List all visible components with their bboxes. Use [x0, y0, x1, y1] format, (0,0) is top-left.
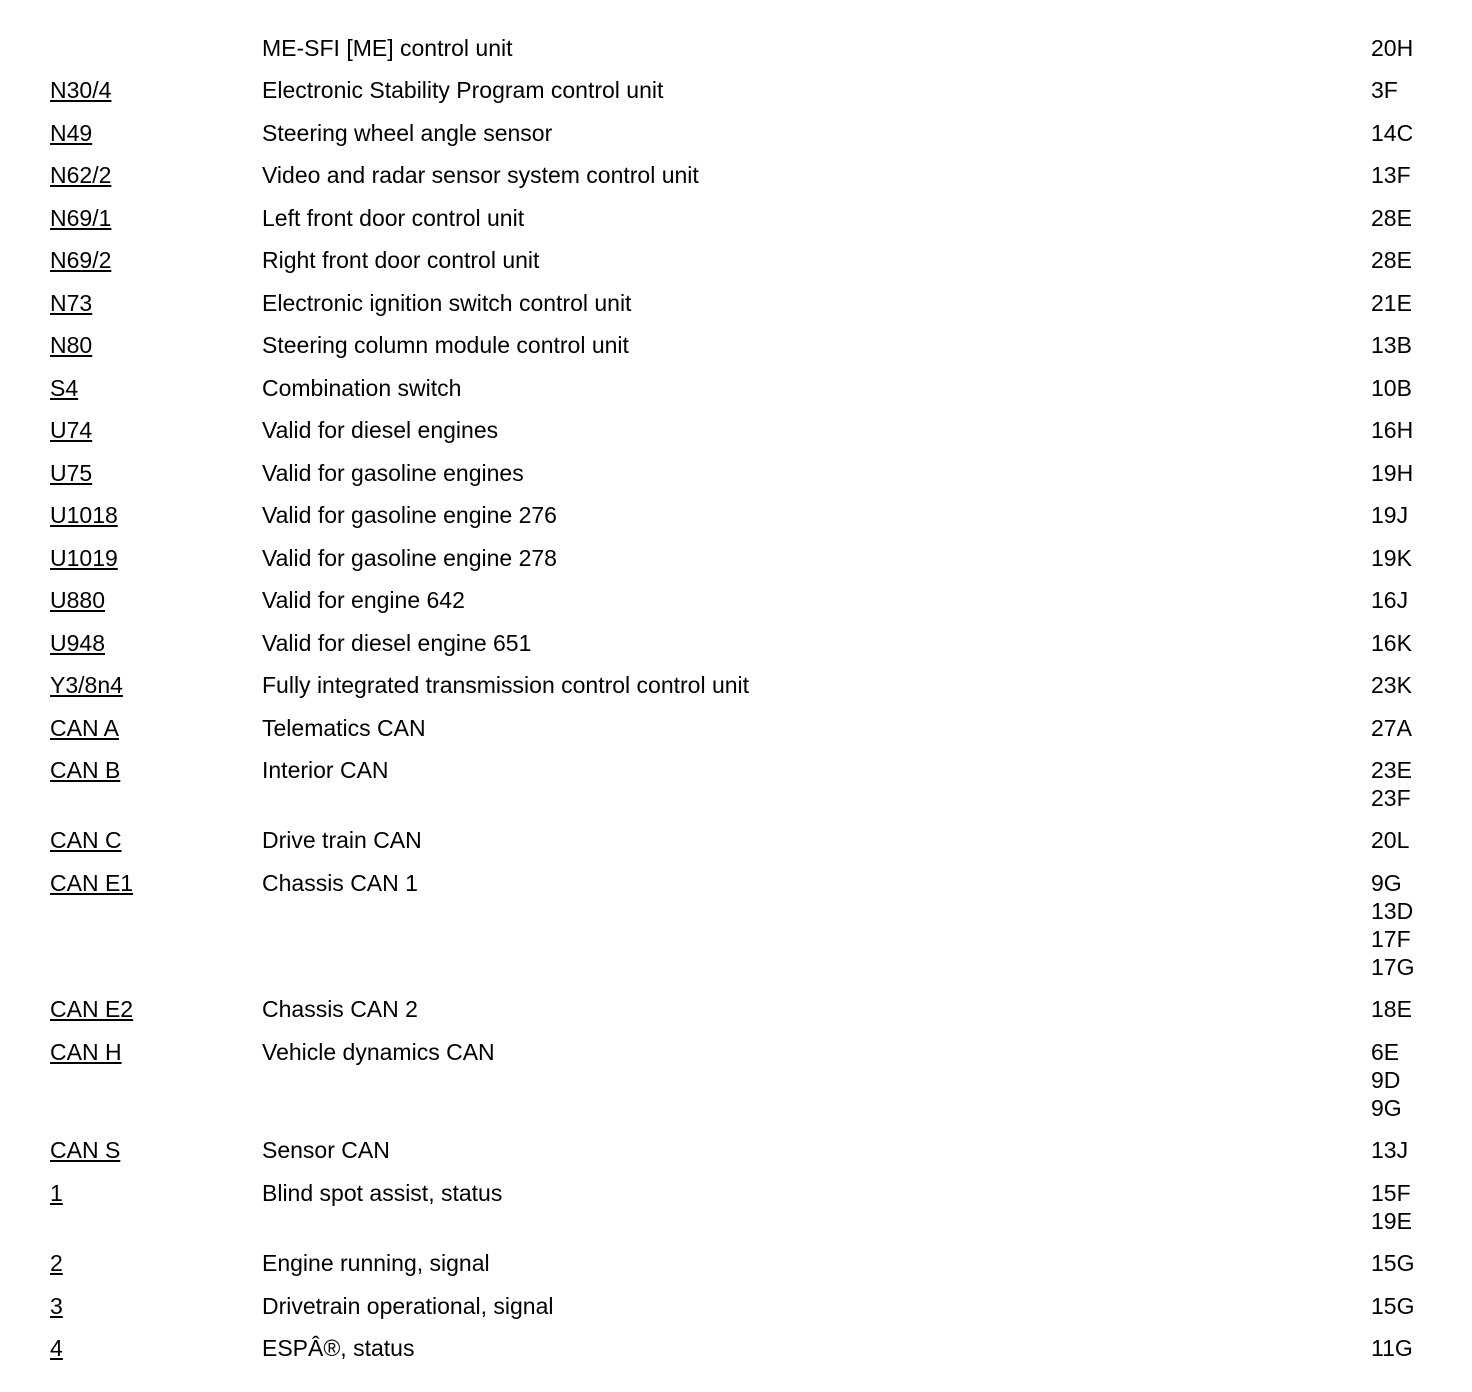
component-code-link[interactable]: CAN A — [50, 715, 120, 741]
grid-reference: 9G — [1371, 1095, 1402, 1121]
grid-reference: 16J — [1371, 587, 1409, 613]
grid-reference: 27A — [1371, 715, 1412, 741]
grid-reference: 11G — [1371, 1335, 1413, 1361]
grid-reference: 21E — [1371, 290, 1412, 316]
grid-reference: 23K — [1371, 672, 1412, 698]
grid-reference: 6E — [1371, 1039, 1400, 1065]
grid-reference-list — [1371, 34, 1413, 62]
component-code-link[interactable]: Y3/8n4 — [50, 672, 123, 698]
grid-reference-list — [1371, 671, 1412, 699]
component-code-link[interactable]: U948 — [50, 630, 105, 656]
component-code-link[interactable]: CAN C — [50, 827, 122, 853]
component-description: Fully integrated transmission control control unit — [262, 672, 750, 698]
component-description: Valid for gasoline engines — [262, 460, 524, 486]
grid-reference-list — [1371, 289, 1412, 317]
grid-reference: 19J — [1371, 502, 1409, 528]
grid-reference-list — [1371, 1292, 1414, 1320]
grid-reference: 14C — [1371, 120, 1414, 146]
component-code-link[interactable]: U1019 — [50, 545, 118, 571]
grid-reference-list — [1371, 416, 1413, 444]
component-description: Drivetrain operational, signal — [262, 1293, 554, 1319]
grid-reference: 16K — [1371, 630, 1412, 656]
component-description: Video and radar sensor system control unit — [262, 162, 699, 188]
grid-reference: 19H — [1371, 460, 1414, 486]
component-code-link[interactable]: N49 — [50, 120, 93, 146]
grid-reference-list — [1371, 756, 1412, 812]
grid-reference-list — [1371, 331, 1412, 359]
grid-reference-list — [1371, 374, 1412, 402]
grid-reference: 10B — [1371, 375, 1412, 401]
grid-reference: 20H — [1371, 35, 1414, 61]
grid-reference: 28E — [1371, 205, 1412, 231]
grid-reference: 15F — [1371, 1180, 1411, 1206]
component-description: Vehicle dynamics CAN — [262, 1039, 495, 1065]
grid-reference: 17G — [1371, 954, 1415, 980]
grid-reference-list — [1371, 246, 1412, 274]
component-description: Valid for gasoline engine 276 — [262, 502, 557, 528]
component-description: Right front door control unit — [262, 247, 540, 273]
component-description: Electronic Stability Program control unit — [262, 77, 664, 103]
grid-reference: 18E — [1371, 996, 1412, 1022]
component-code-link[interactable]: U75 — [50, 460, 93, 486]
component-description: Chassis CAN 2 — [262, 996, 418, 1022]
component-code-link[interactable]: N62/2 — [50, 162, 112, 188]
grid-reference-list — [1371, 1249, 1414, 1277]
grid-reference: 23F — [1371, 785, 1411, 811]
component-description: Blind spot assist, status — [262, 1180, 503, 1206]
component-code-link[interactable]: N69/1 — [50, 205, 112, 231]
grid-reference: 9D — [1371, 1067, 1401, 1093]
component-code-link[interactable]: U880 — [50, 587, 105, 613]
component-description: Valid for engine 642 — [262, 587, 465, 613]
grid-reference-list — [1371, 826, 1409, 854]
component-code-link[interactable]: U1018 — [50, 502, 118, 528]
component-code-link[interactable]: S4 — [50, 375, 79, 401]
component-description: Combination switch — [262, 375, 462, 401]
grid-reference: 13D — [1371, 898, 1414, 924]
component-description: Steering column module control unit — [262, 332, 629, 358]
component-description: ESPÂ®, status — [262, 1335, 415, 1361]
grid-reference-list — [1371, 586, 1408, 614]
component-description: Sensor CAN — [262, 1137, 390, 1163]
grid-reference-list — [1371, 995, 1412, 1023]
grid-reference-list — [1371, 629, 1412, 657]
grid-reference: 28E — [1371, 247, 1412, 273]
grid-reference-list — [1371, 1334, 1413, 1362]
component-description: Steering wheel angle sensor — [262, 120, 553, 146]
grid-reference-list — [1371, 204, 1412, 232]
component-code-link[interactable]: N69/2 — [50, 247, 112, 273]
grid-reference: 13F — [1371, 162, 1411, 188]
grid-reference: 23E — [1371, 757, 1412, 783]
grid-reference-list — [1371, 119, 1413, 147]
grid-reference-list — [1371, 1179, 1412, 1235]
component-description: Chassis CAN 1 — [262, 870, 418, 896]
component-code-link[interactable]: 2 — [50, 1250, 63, 1276]
component-description: Electronic ignition switch control unit — [262, 290, 632, 316]
component-description: ME-SFI [ME] control unit — [262, 35, 513, 61]
component-description: Valid for diesel engine 651 — [262, 630, 532, 656]
grid-reference: 20L — [1371, 827, 1410, 853]
grid-reference: 19E — [1371, 1208, 1412, 1234]
component-code-link[interactable]: N73 — [50, 290, 93, 316]
grid-reference-list — [1371, 714, 1412, 742]
grid-reference-list — [1371, 161, 1411, 189]
grid-reference-list — [1371, 544, 1412, 572]
grid-reference-list — [1371, 76, 1398, 104]
grid-reference: 9G — [1371, 870, 1402, 896]
component-code-link[interactable]: CAN E1 — [50, 870, 134, 896]
component-code-link[interactable]: CAN E2 — [50, 996, 134, 1022]
component-description: Interior CAN — [262, 757, 389, 783]
component-code-link[interactable]: N30/4 — [50, 77, 112, 103]
grid-reference: 15G — [1371, 1250, 1415, 1276]
grid-reference-list — [1371, 501, 1408, 529]
component-code-link[interactable]: N80 — [50, 332, 93, 358]
component-description: Drive train CAN — [262, 827, 422, 853]
component-description: Valid for gasoline engine 278 — [262, 545, 557, 571]
grid-reference: 3F — [1371, 77, 1398, 103]
component-description: Valid for diesel engines — [262, 417, 499, 443]
component-code-link[interactable]: CAN H — [50, 1039, 122, 1065]
grid-reference-list — [1371, 869, 1414, 981]
grid-reference-list — [1371, 1038, 1402, 1122]
component-description: Engine running, signal — [262, 1250, 490, 1276]
component-code-link[interactable]: CAN S — [50, 1137, 121, 1163]
grid-reference: 15G — [1371, 1293, 1415, 1319]
component-description: Left front door control unit — [262, 205, 525, 231]
grid-reference: 13J — [1371, 1137, 1409, 1163]
grid-reference: 13B — [1371, 332, 1412, 358]
component-code-link[interactable]: 3 — [50, 1293, 63, 1319]
grid-reference: 16H — [1371, 417, 1414, 443]
grid-reference-list — [1371, 1136, 1408, 1164]
component-code-link[interactable]: 4 — [50, 1335, 63, 1361]
component-code-link[interactable]: U74 — [50, 417, 93, 443]
component-code-link[interactable]: CAN B — [50, 757, 121, 783]
grid-reference-list — [1371, 459, 1413, 487]
component-code-link[interactable]: 1 — [50, 1180, 63, 1206]
grid-reference: 19K — [1371, 545, 1412, 571]
component-description: Telematics CAN — [262, 715, 426, 741]
grid-reference: 17F — [1371, 926, 1411, 952]
